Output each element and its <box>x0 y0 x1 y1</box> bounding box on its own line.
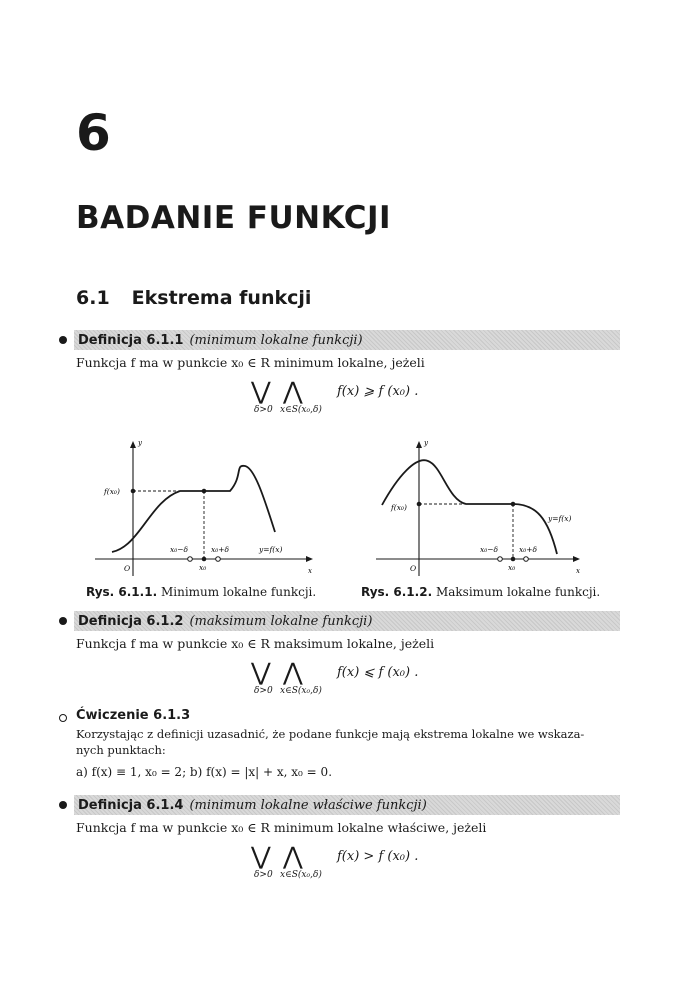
definition-formula: f(x) ⩾ f (x₀) . <box>337 384 419 399</box>
exists-quantifier: ⋁ <box>251 842 271 870</box>
definition-label: Definicja 6.1.1 <box>78 333 184 348</box>
function-curve <box>382 460 557 554</box>
formula-subscript-neighborhood: x∈S(x₀,δ) <box>280 870 322 880</box>
caption-label: Rys. 6.1.1. <box>86 585 158 599</box>
exercise-text-line1: Korzystając z definicji uzasadnić, że podane funkcje mają ekstrema lokalne we wskaza- <box>76 727 585 741</box>
right-mark-label: x₀+δ <box>211 545 230 554</box>
y-axis-label: y <box>424 439 428 447</box>
extremum-point <box>202 489 207 494</box>
caption-text: Minimum lokalne funkcji. <box>160 585 317 599</box>
x-axis-label: x <box>576 567 580 575</box>
exists-quantifier: ⋁ <box>251 658 271 686</box>
definition-formula: f(x) > f (x₀) . <box>337 849 419 864</box>
definition-bullet <box>59 336 67 344</box>
figure-caption <box>361 585 600 599</box>
definition-text: Funkcja f ma w punkcie x₀ ∈ R minimum lokalne, jeżeli <box>76 355 425 370</box>
definition-name: (minimum lokalne właściwe funkcji) <box>189 798 427 813</box>
left-mark-label: x₀−δ <box>480 545 499 554</box>
left-neighborhood-point <box>498 557 503 562</box>
chapter-title: BADANIE FUNKCJI <box>76 200 392 236</box>
y-axis-arrow <box>130 441 136 448</box>
x0-point <box>202 557 207 562</box>
right-mark-label: x₀+δ <box>519 545 538 554</box>
formula-subscript-neighborhood: x∈S(x₀,δ) <box>280 686 322 696</box>
forall-quantifier: ⋀ <box>283 842 303 870</box>
definition-bullet <box>59 801 67 809</box>
formula-subscript-delta: δ>0 <box>254 686 273 696</box>
exercise-items: a) f(x) ≡ 1, x₀ = 2; b) f(x) = |x| + x, x₀ = 0. <box>76 765 333 779</box>
origin-label: O <box>410 564 417 573</box>
curve-label: y=f(x) <box>259 545 283 554</box>
fx0-point <box>131 489 136 494</box>
extremum-point <box>511 502 516 507</box>
section-name: Ekstrema funkcji <box>131 287 312 309</box>
definition-text: Funkcja f ma w punkcie x₀ ∈ R maksimum lokalne, jeżeli <box>76 636 435 651</box>
definition-name: (maksimum lokalne funkcji) <box>189 614 373 629</box>
formula-subscript-delta: δ>0 <box>254 870 273 880</box>
left-neighborhood-point <box>188 557 193 562</box>
formula-subscript-neighborhood: x∈S(x₀,δ) <box>280 405 322 415</box>
definition-formula: f(x) ⩽ f (x₀) . <box>337 665 419 680</box>
exists-quantifier: ⋁ <box>251 377 271 405</box>
right-neighborhood-point <box>216 557 221 562</box>
x-axis-label: x <box>308 567 312 575</box>
forall-quantifier: ⋀ <box>283 658 303 686</box>
y-axis-arrow <box>416 441 422 448</box>
chapter-number: 6 <box>76 104 111 162</box>
exercise-bullet <box>59 714 67 722</box>
definition-label: Definicja 6.1.4 <box>78 798 184 813</box>
definition-title <box>78 795 427 816</box>
definition-title <box>78 611 372 632</box>
exercise-text-line2: nych punktach: <box>76 743 166 757</box>
figure-minimum-graph <box>95 436 315 578</box>
x-axis-arrow <box>573 556 580 562</box>
curve-label: y=f(x) <box>548 514 572 523</box>
function-curve <box>112 466 275 552</box>
exercise-title: Ćwiczenie 6.1.3 <box>76 708 191 723</box>
y-axis-label: y <box>138 439 142 447</box>
definition-title <box>78 330 363 351</box>
section-number: 6.1 <box>76 287 110 309</box>
definition-bullet <box>59 617 67 625</box>
formula-subscript-delta: δ>0 <box>254 405 273 415</box>
x0-label: x₀ <box>508 563 516 572</box>
fx0-label: f(x₀) <box>104 487 120 496</box>
fx0-label: f(x₀) <box>391 503 407 512</box>
right-neighborhood-point <box>524 557 529 562</box>
x0-point <box>511 557 516 562</box>
section-title <box>76 289 311 308</box>
x0-label: x₀ <box>199 563 207 572</box>
definition-text: Funkcja f ma w punkcie x₀ ∈ R minimum lokalne właściwe, jeżeli <box>76 820 487 835</box>
definition-name: (minimum lokalne funkcji) <box>189 333 363 348</box>
forall-quantifier: ⋀ <box>283 377 303 405</box>
figure-caption <box>86 585 316 599</box>
definition-label: Definicja 6.1.2 <box>78 614 184 629</box>
figure-maximum-graph <box>376 436 586 578</box>
caption-label: Rys. 6.1.2. <box>361 585 433 599</box>
x-axis-arrow <box>306 556 313 562</box>
fx0-point <box>417 502 422 507</box>
origin-label: O <box>124 564 131 573</box>
left-mark-label: x₀−δ <box>170 545 189 554</box>
caption-text: Maksimum lokalne funkcji. <box>435 585 601 599</box>
